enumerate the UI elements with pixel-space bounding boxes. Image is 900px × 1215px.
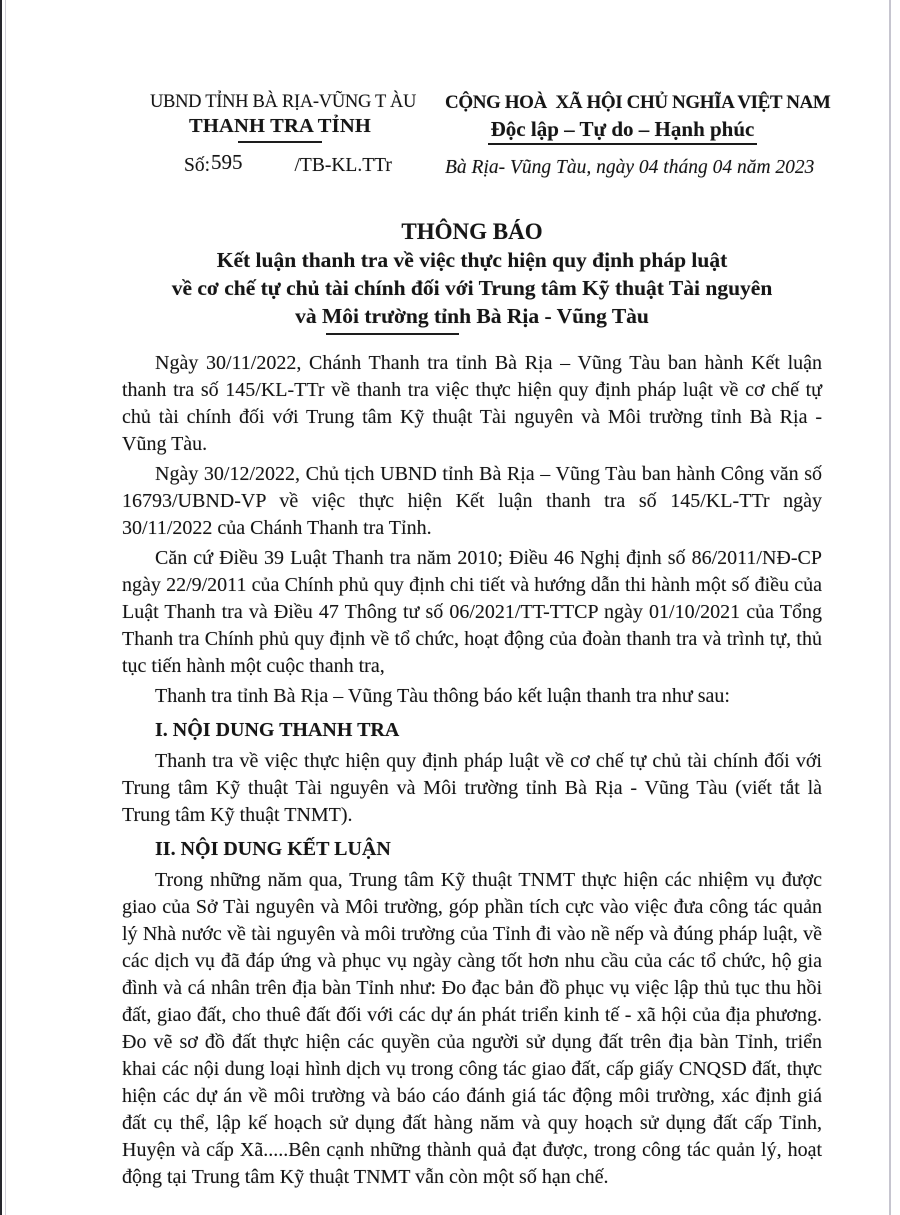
header-issuing-agency: [150, 92, 417, 177]
scan-edge-left-black: [0, 0, 2, 1215]
document-number-label: Số:: [184, 155, 211, 176]
national-motto-wrap: [445, 117, 800, 145]
paragraph-2: Ngày 30/12/2022, Chủ tịch UBND tỉnh Bà Rịa – Vũng Tàu ban hành Công văn số 16793/UBND-VP về việc thực hiện Kết luận thanh tra số 145/KL-TTr ngày 30/11/2022 của Chánh Thanh tra Tỉnh.: [122, 463, 822, 539]
scan-edge-right-gray: [889, 0, 891, 1215]
title-line-2: về cơ chế tự chủ tài chính đối với Trung tâm Kỹ thuật Tài nguyên: [171, 276, 773, 300]
section-heading-2: II. NỘI DUNG KẾT LUẬN: [155, 838, 391, 860]
title-line-1: Kết luận thanh tra về việc thực hiện quy định pháp luật: [216, 248, 728, 272]
national-title: CỘNG HOÀ XÃ HỘI CHỦ NGHĨA VIỆT NAM: [445, 92, 831, 113]
scan-edge-left-gray: [5, 0, 6, 1215]
document-body: [122, 350, 822, 1194]
header-national-heading: [445, 92, 831, 179]
place-and-date: Bà Rịa- Vũng Tàu, ngày 04 tháng 04 năm 2023: [445, 157, 815, 178]
agency-name: THANH TRA TỈNH: [188, 115, 372, 137]
title-line-3: và Môi trường tỉnh Bà Rịa - Vũng Tàu: [295, 304, 649, 328]
document-type-title: THÔNG BÁO: [401, 219, 543, 244]
parent-agency-name: UBND TỈNH BÀ RỊA-VŨNG T ÀU: [150, 92, 417, 112]
section-heading-1: I. NỘI DUNG THANH TRA: [155, 719, 400, 741]
paragraph-5: Thanh tra về việc thực hiện quy định pháp luật về cơ chế tự chủ tài chính đối với Trung tâm Kỹ thuật Tài nguyên và Môi trường tỉnh Bà Rịa - Vũng Tàu (viết tắt là Trung tâm Kỹ thuật TNMT).: [122, 750, 822, 826]
paragraph-6: Trong những năm qua, Trung tâm Kỹ thuật TNMT thực hiện các nhiệm vụ được giao của Sở Tài nguyên và Môi trường, góp phần tích cực vào việc đưa công tác quản lý Nhà nước về tài nguyên và môi trường của Tỉnh đi vào nề nếp và đúng pháp luật, về các dịch vụ đã đáp ứng và phục vụ ngày càng tốt hơn nhu cầu của các tổ chức, hộ gia đình và cá nhân trên địa bàn Tỉnh như: Đo đạc bản đồ phục vụ việc lập thủ tục thu hồi đất, giao đất, cho thuê đất đối với các dự án phát triển kinh tế - xã hội của địa phương. Đo vẽ sơ đồ đất thực hiện các quyền của người sử dụng đất trên địa bàn Tỉnh, triển khai các nội dung loại hình dịch vụ trong công tác giao đất, cấp giấy CNQSD đất, thực hiện các dự án về môi trường và báo cáo đánh giá tác động môi trường, xác định giá đất cụ thể, lập kế hoạch sử dụng đất hàng năm và quy hoạch sử dụng đất cấp Tỉnh, Huyện và cấp Xã.....Bên cạnh những thành quả đạt được, trong công tác quản lý, hoạt động tại Trung tâm Kỹ thuật TNMT vẫn còn một số hạn chế.: [122, 869, 822, 1188]
paragraph-4: Thanh tra tỉnh Bà Rịa – Vũng Tàu thông báo kết luận thanh tra như sau:: [155, 685, 730, 707]
document-number-suffix: /TB-KL.TTr: [294, 155, 392, 176]
national-motto: Độc lập – Tự do – Hạnh phúc: [488, 117, 758, 145]
paragraph-1: Ngày 30/11/2022, Chánh Thanh tra tỉnh Bà Rịa – Vũng Tàu ban hành Kết luận thanh tra số 145/KL-TTr về thanh tra việc thực hiện quy định pháp luật về cơ chế tự chủ tài chính đối với Trung tâm Kỹ thuật Tài nguyên và Môi trường tỉnh Bà Rịa - Vũng Tàu.: [122, 352, 822, 455]
agency-name-underline: [238, 141, 322, 143]
title-underline: [326, 333, 459, 335]
document-title-block: [122, 218, 822, 335]
document-number-value: 595: [211, 150, 243, 174]
paragraph-3: Căn cứ Điều 39 Luật Thanh tra năm 2010; Điều 46 Nghị định số 86/2011/NĐ-CP ngày 22/9/2011 của Chính phủ quy định chi tiết và hướng dẫn thi hành một số điều của Luật Thanh tra và Điều 47 Thông tư số 06/2021/TT-TTCP ngày 01/10/2021 của Tổng Thanh tra Chính phủ quy định về tổ chức, hoạt động của đoàn thanh tra và trình tự, thủ tục tiến hành một cuộc thanh tra,: [122, 547, 822, 677]
document-number-line: [150, 152, 410, 177]
